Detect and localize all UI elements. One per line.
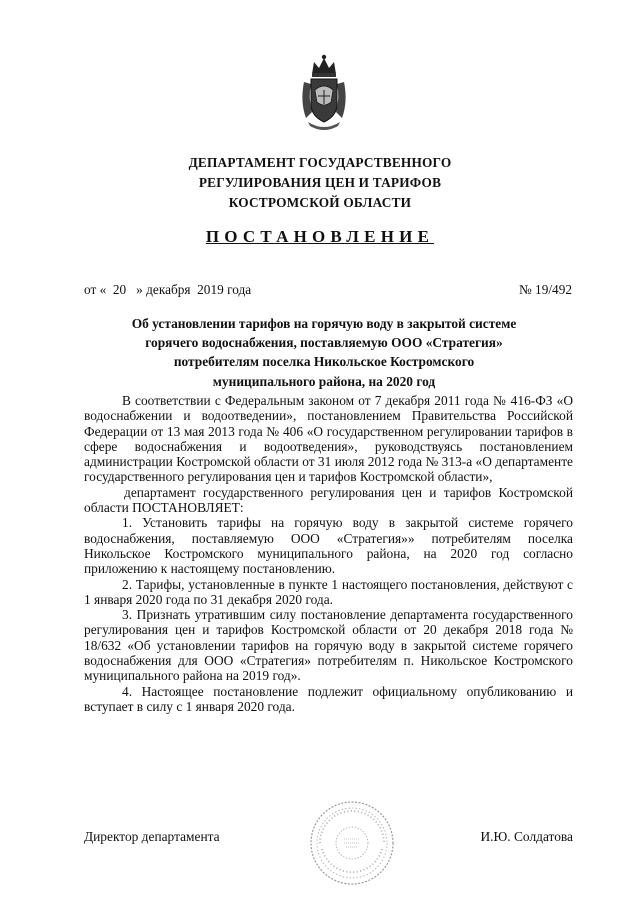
- signer-position: Директор департамента: [84, 829, 220, 844]
- title-line: Об установлении тарифов на горячую воду в закрытой системе: [131, 316, 517, 331]
- clause-paragraph: 2. Тарифы, установленные в пункте 1 настоящего постановления, действуют с 1 января 2020 года по 31 декабря 2020 года.: [84, 576, 573, 607]
- coat-of-arms-icon: [298, 52, 350, 134]
- seal-stamp-icon: [308, 799, 396, 887]
- document-type-heading: [0, 227, 640, 247]
- department-line: КОСТРОМСКОЙ ОБЛАСТИ: [228, 195, 412, 210]
- title-line: муниципального района, на 2020 год: [212, 373, 436, 389]
- document-type-label: ПОСТАНОВЛЕНИЕ: [205, 227, 435, 246]
- department-name: [0, 153, 640, 213]
- title-line: потребителям поселка Никольское Костромского: [173, 354, 475, 370]
- resolution-declaration: департамент государственного регулирования цен и тарифов Костромской области ПОСТАНОВЛЯЕТ:: [84, 484, 573, 516]
- signer-name: И.Ю. Солдатова: [480, 829, 573, 844]
- preamble-paragraph: В соответствии с Федеральным законом от 7 декабря 2011 года № 416-ФЗ «О водоснабжении и водоотведении», постановлением Правительства Российской Федерации от 13 мая 2013 года № 406 «О государственном регулировании тарифов в сфере водоснабжения и водоотведения», руководствуясь постановлением администрации Костромской области от 31 июля 2012 года № 313-а «О департаменте государственного регулирования цен и тарифов Костромской области»,: [84, 393, 573, 485]
- document-number: № 19/492: [519, 282, 572, 297]
- department-line: РЕГУЛИРОВАНИЯ ЦЕН И ТАРИФОВ: [198, 175, 442, 190]
- document-date: от « 20 » декабря 2019 года: [84, 282, 252, 297]
- document-body: [84, 393, 573, 714]
- document-title: [80, 314, 568, 391]
- title-line: горячего водоснабжения, поставляемую ООО «Стратегия»: [145, 335, 503, 351]
- department-line: ДЕПАРТАМЕНТ ГОСУДАРСТВЕННОГО: [188, 155, 452, 170]
- clause-paragraph: 3. Признать утратившим силу постановление департамента государственного регулирования цен и тарифов Костромской области от 20 декабря 2018 года № 18/632 «Об установлении тарифов на горячую воду в закрытой системе горячего водоснабжения для ООО «Стратегия» потребителям п. Никольское Костромского муниципального района на 2019 год».: [84, 607, 573, 684]
- clause-paragraph: 1. Установить тарифы на горячую воду в закрытой системе горячего водоснабжения, поставляемую ООО «Стратегия»» потребителям поселка Никольское Костромского муниципального района, на 2020 год согласно приложению к настоящему постановлению.: [84, 515, 573, 577]
- clause-paragraph: 4. Настоящее постановление подлежит официальному опубликованию и вступает в силу с 1 января 2020 года.: [84, 683, 573, 714]
